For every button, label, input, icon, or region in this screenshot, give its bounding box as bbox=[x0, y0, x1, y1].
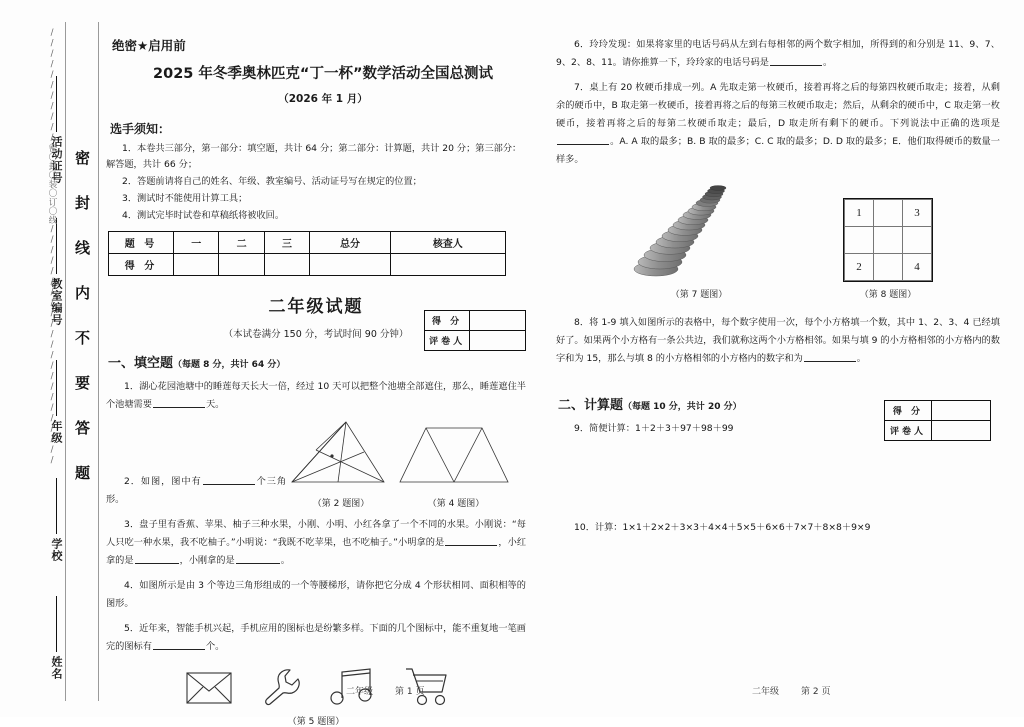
grid-cell[interactable] bbox=[903, 227, 932, 254]
table-row bbox=[845, 254, 932, 281]
triangle-subdivision-figure bbox=[286, 418, 394, 488]
marker-box-section-2 bbox=[884, 400, 991, 441]
answer-blank[interactable] bbox=[236, 553, 280, 564]
seal-field-label: 教室编号 bbox=[50, 278, 63, 326]
section-2-points: （每题 10 分，共计 20 分） bbox=[623, 402, 742, 412]
score-table-cell[interactable] bbox=[174, 254, 219, 276]
footer-right bbox=[752, 684, 830, 697]
figure-vertex-dot bbox=[330, 454, 333, 457]
table-row bbox=[425, 311, 526, 331]
question-number: 9． bbox=[574, 423, 590, 434]
section-1-title: 一、填空题 bbox=[108, 356, 174, 371]
question-number: 7． bbox=[574, 82, 590, 93]
question-3 bbox=[106, 516, 526, 570]
question-5 bbox=[106, 620, 526, 656]
figures-7-8-row bbox=[556, 183, 1000, 300]
figure-4-caption: （第 4 题图） bbox=[427, 499, 485, 509]
marker-grader-label: 评卷人 bbox=[425, 331, 470, 351]
seal-sidebar bbox=[0, 0, 104, 717]
question-text: 计算：1×1＋2×2＋3×3＋4×4＋5×5＋6×6＋7×7＋8×8＋9×9 bbox=[594, 522, 871, 533]
question-text: 玲玲发现：如果将家里的电话号码从左到右每相邻的两个数字相加，所得到的和分别是 11、9、7、9、2、8、11。请你推算一下，玲玲家的电话号码是 bbox=[556, 39, 1000, 68]
footer-page-number: 第 2 页 bbox=[801, 687, 831, 697]
question-6 bbox=[556, 36, 1000, 72]
marker-score-value[interactable] bbox=[932, 401, 991, 421]
score-summary-table bbox=[108, 231, 506, 276]
section-1-heading bbox=[108, 352, 526, 371]
notice-item: 4．测试完毕时试卷和草稿纸将被收回。 bbox=[122, 210, 285, 221]
table-row bbox=[109, 254, 506, 276]
grid-cell[interactable] bbox=[845, 227, 874, 254]
grid-cell[interactable]: 2 bbox=[845, 254, 874, 281]
score-table-header-cell: 三 bbox=[264, 232, 309, 254]
question-text-cont: 。 bbox=[280, 555, 290, 566]
seal-rule-outer bbox=[98, 22, 99, 701]
footer-left bbox=[346, 684, 424, 697]
grade-subtitle: （本试卷满分 150 分，考试时间 90 分钟） bbox=[223, 329, 409, 340]
wrench-icon bbox=[260, 666, 304, 708]
question-text: 简便计算：1＋2＋3＋97＋98＋99 bbox=[589, 423, 734, 434]
score-table-header-cell: 一 bbox=[174, 232, 219, 254]
question-number: 4． bbox=[124, 580, 140, 591]
grid-cell[interactable] bbox=[874, 200, 903, 227]
question-8 bbox=[556, 314, 1000, 368]
question-text-cont: 。 bbox=[822, 57, 833, 68]
notice-item: 2．答题前请将自己的姓名、年级、教室编号、活动证号写在规定的位置； bbox=[122, 176, 422, 187]
marker-score-label: 得 分 bbox=[885, 401, 932, 421]
left-page-column bbox=[106, 0, 527, 727]
figure-2 bbox=[286, 418, 396, 509]
question-text: 如图，图中有 bbox=[140, 476, 202, 487]
seal-warning-text: 密封线内不要答题 bbox=[73, 150, 91, 510]
question-text: 如图所示是由 3 个等边三角形组成的一个等腰梯形，请你把它分成 4 个形状相同、面积相等的图形。 bbox=[106, 580, 526, 609]
score-table-cell[interactable] bbox=[390, 254, 505, 276]
footer-grade: 二年级 bbox=[346, 687, 374, 697]
question-1 bbox=[106, 378, 526, 414]
seal-dashed-text: 密〇封〇装〇订〇线 bbox=[47, 143, 57, 225]
question-number: 10． bbox=[574, 522, 595, 533]
score-table-header-cell: 总分 bbox=[310, 232, 390, 254]
question-text: 盘子里有香蕉、苹果、柚子三种水果，小刚、小明、小红各拿了一个不同的水果。小刚说：“每人只吃一种水果，我不吃柚子。”小明说：“我既不吃苹果，也不吃柚子。”小明拿的是 bbox=[106, 519, 526, 548]
marker-grader-value[interactable] bbox=[932, 421, 991, 441]
question-number: 2． bbox=[124, 476, 141, 487]
question-4 bbox=[106, 577, 526, 613]
grade-title: 二年级试题 bbox=[268, 297, 364, 317]
figure-8 bbox=[844, 199, 932, 300]
answer-blank[interactable] bbox=[804, 351, 856, 362]
answer-blank[interactable] bbox=[153, 397, 205, 408]
score-table-cell[interactable] bbox=[310, 254, 390, 276]
question-text-cont: 个三角形。 bbox=[106, 476, 287, 505]
score-table-header-cell: 二 bbox=[219, 232, 264, 254]
notice-item: 1．本卷共三部分，第一部分：填空题，共计 64 分；第二部分：计算题，共计 20 分；第三部分：解答题，共计 66 分； bbox=[106, 143, 522, 170]
right-page-column bbox=[556, 0, 1000, 717]
question-text: 近年来，智能手机兴起，手机应用的图标也是纷繁多样。下面的几个图标中，能不重复地一笔画完的图标有 bbox=[106, 623, 526, 652]
answer-blank[interactable] bbox=[557, 134, 609, 145]
score-table-cell[interactable] bbox=[219, 254, 264, 276]
stacked-coins-figure bbox=[624, 183, 774, 279]
exam-date: （2026 年 1 月） bbox=[278, 93, 368, 105]
question-2 bbox=[106, 473, 286, 509]
figure-7-caption: （第 7 题图） bbox=[670, 290, 728, 300]
trapezoid-three-triangles-figure bbox=[396, 418, 512, 488]
table-row bbox=[845, 200, 932, 227]
seal-field-label: 姓名 bbox=[50, 656, 63, 680]
answer-blank[interactable] bbox=[445, 535, 497, 546]
envelope-icon bbox=[184, 667, 234, 707]
question-text-cont: ，小红拿的是 bbox=[106, 537, 527, 566]
seal-dashed-line: ///////////密〇封〇装〇订〇线/////////////////////// bbox=[47, 28, 57, 466]
marker-grader-label: 评卷人 bbox=[885, 421, 932, 441]
question-text-cont: 天。 bbox=[205, 399, 225, 410]
secret-notice: 绝密★启用前 bbox=[112, 38, 186, 53]
section-2-title: 二、计算题 bbox=[558, 398, 624, 413]
question-text-cont: 个。 bbox=[205, 641, 225, 652]
question-text-cont: 。 bbox=[856, 353, 866, 364]
seal-field-label: 学校 bbox=[50, 538, 63, 562]
table-row bbox=[885, 421, 991, 441]
score-table-header-cell: 核查人 bbox=[390, 232, 505, 254]
table-row bbox=[109, 232, 506, 254]
answer-blank[interactable] bbox=[770, 55, 822, 66]
question-10 bbox=[556, 519, 1000, 537]
answer-blank[interactable] bbox=[153, 639, 205, 650]
notice-item: 3．测试时不能使用计算工具； bbox=[122, 193, 248, 204]
question-text: 将 1-9 填入如图所示的表格中，每个数字使用一次，每个小方格填一个数，其中 1、2、3、4 已经填好了。如果两个小方格有一条公共边，我们就称这两个小方格相邻。如果与填 9 的小方格相邻的小方格内的数字和为 15，那么与填 8 的小方格相邻的小方格内的数字和为 bbox=[556, 317, 1000, 364]
section-1-points: （每题 8 分，共计 64 分） bbox=[173, 360, 286, 370]
answer-blank[interactable] bbox=[203, 474, 255, 485]
number-grid-3x3 bbox=[844, 199, 932, 281]
score-table-header-cell: 题 号 bbox=[109, 232, 174, 254]
notice-heading: 选手须知： bbox=[110, 122, 171, 136]
figure-2-caption: （第 2 题图） bbox=[312, 499, 370, 509]
grid-cell[interactable]: 4 bbox=[903, 254, 932, 281]
table-row bbox=[885, 401, 991, 421]
question-number: 5． bbox=[124, 623, 140, 634]
question-text: 湖心花园池塘中的睡莲每天长大一倍，经过 10 天可以把整个池塘全部遮住，那么，睡莲遮住半个池塘需要 bbox=[106, 381, 526, 410]
footer-page-number: 第 1 页 bbox=[395, 687, 425, 697]
marker-score-label: 得 分 bbox=[425, 311, 470, 331]
question-number: 1． bbox=[124, 381, 140, 392]
seal-field-label: 活动证号 bbox=[50, 136, 63, 184]
grid-cell[interactable]: 3 bbox=[903, 200, 932, 227]
figure-5-caption: （第 5 题图） bbox=[287, 717, 345, 727]
figure-7 bbox=[624, 183, 774, 300]
seal-field-label: 年级 bbox=[50, 420, 63, 444]
page-title: 2025 年冬季奥林匹克“丁一杯”数学活动全国总测试 bbox=[153, 66, 493, 82]
grid-cell[interactable]: 1 bbox=[845, 200, 874, 227]
answer-blank[interactable] bbox=[135, 553, 179, 564]
question-2-row bbox=[106, 418, 526, 509]
question-number: 6． bbox=[574, 39, 590, 50]
marker-grader-value[interactable] bbox=[470, 331, 526, 351]
grid-cell[interactable] bbox=[874, 227, 903, 254]
table-row bbox=[845, 227, 932, 254]
score-table-cell[interactable] bbox=[264, 254, 309, 276]
question-number: 8． bbox=[574, 317, 590, 328]
marker-box-section-1 bbox=[424, 310, 526, 351]
score-table-row-label: 得 分 bbox=[109, 254, 174, 276]
figure-4 bbox=[396, 418, 516, 509]
question-number: 3． bbox=[124, 519, 140, 530]
question-text: 桌上有 20 枚硬币排成一列。A 先取走第一枚硬币，接着再将之后的每第四枚硬币取走；接着，从剩余的硬币中，B 取走第一枚硬币，接着再将之后的每第三枚硬币取走；然后，从剩余的硬币中，C 取走第一枚硬币，接着再将之后的每第二枚硬币取走；最后，D 取走所有剩下的硬币。下列说法中正确的选项是 bbox=[556, 82, 1000, 129]
grid-cell[interactable] bbox=[874, 254, 903, 281]
app-icon-row bbox=[106, 666, 526, 708]
figure-8-caption: （第 8 题图） bbox=[859, 290, 917, 300]
question-7 bbox=[556, 79, 1000, 169]
question-text-cont: 。A. A 取的最多；B. B 取的最多；C. C 取的最多；D. D 取的最多；E．他们取得硬币的数量一样多。 bbox=[556, 136, 1000, 165]
answer-space-9[interactable] bbox=[556, 438, 1000, 512]
table-row bbox=[425, 331, 526, 351]
question-text-cont: ，小刚拿的是 bbox=[179, 555, 235, 566]
marker-score-value[interactable] bbox=[470, 311, 526, 331]
footer-grade: 二年级 bbox=[752, 687, 780, 697]
